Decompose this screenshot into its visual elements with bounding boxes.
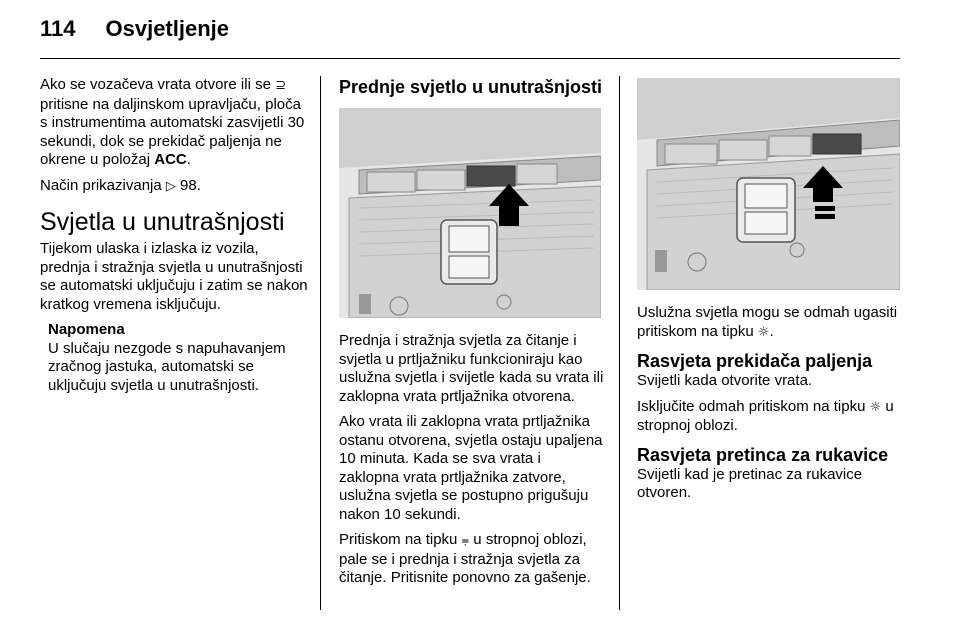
figure-front-light-switch <box>339 108 601 318</box>
paragraph-doors-open: Ako vrata ili zaklopna vrata prtljažnika ostanu otvorena, svjetla ostaju upaljena 10 minuta. Kada se sva vrata i zaklopna vrata prtljažnika zatvore, uslužna svjetla se postupno prigušuju nakon 10 sekundi. <box>339 413 603 523</box>
paragraph-glovebox-lighting: Svijetli kad je pretinac za rukavice otvoren. <box>637 465 863 501</box>
section-heading-interior-lights: Svjetla u unutrašnjosti <box>40 208 285 236</box>
paragraph-interior-lights: Tijekom ulaska i izlaska iz vozila, prednja i stražnja svjetla u unutrašnjosti se automatski uključuju i zatim se nakon kratkog vremena isključuju. <box>40 240 308 313</box>
page-header <box>40 16 229 42</box>
header-rule <box>40 58 900 59</box>
paragraph-reading-lights: Pritiskom na tipku ⩦ u stropnoj oblozi, pale se i prednja i stražnja svjetla za čitanje. Pritisnite ponovno za gašenje. <box>339 531 591 586</box>
lamp-off-icon: ☼ <box>869 399 882 415</box>
section-heading-glovebox-lighting: Rasvjeta pretinca za rukavice <box>637 444 889 465</box>
column-2 <box>339 76 604 595</box>
lamp-switch-icon: ⩦ <box>461 533 470 548</box>
note-title: Napomena <box>48 321 125 338</box>
column-divider <box>619 76 620 610</box>
paragraph-switch-off: Uslužna svjetla mogu se odmah ugasiti pritiskom na tipku ☼. <box>637 304 898 340</box>
page-title: Osvjetljenje <box>105 16 230 41</box>
paragraph-service-lights: Prednja i stražnja svjetla za čitanje i svjetla u prtljažniku funkcioniraju kao uslužna svjetla i svijetle kada su vrata ili zaklopna vrata prtljažnika otvorena. <box>339 332 604 405</box>
column-1 <box>40 76 310 395</box>
section-heading-ignition-lighting: Rasvjeta prekidača paljenja <box>637 351 873 371</box>
unlock-icon: ⊇ <box>275 78 287 93</box>
column-3 <box>637 76 905 510</box>
paragraph-display-mode: Način prikazivanja ▷ 98. <box>40 176 201 194</box>
lamp-off-icon: ☼ <box>757 324 770 340</box>
figure-light-off-switch <box>637 78 900 290</box>
column-divider <box>320 76 321 610</box>
paragraph-instrument-lighting: Ako se vozačeva vrata otvore ili se ⊇ pritisne na daljinskom upravljaču, ploča s instrumentima automatski zasvijetli 30 sekundi, dok se prekidač paljenja ne okrene u položaj ACC. <box>40 76 305 168</box>
paragraph-ignition-off: Isključite odmah pritiskom na tipku ☼ u stropnoj oblozi. <box>637 397 894 434</box>
cross-reference-arrow-icon: ▷ <box>165 178 176 194</box>
section-heading-front-light: Prednje svjetlo u unutrašnjosti <box>339 77 603 97</box>
note-text: U slučaju nezgode s napuhavanjem zračnog jastuka, automatski se uključuju svjetla u unutrašnjosti. <box>48 339 286 394</box>
page-number: 114 <box>40 16 76 41</box>
note-box <box>48 321 310 395</box>
paragraph-ignition-lighting: Svijetli kada otvorite vrata. <box>637 372 813 389</box>
